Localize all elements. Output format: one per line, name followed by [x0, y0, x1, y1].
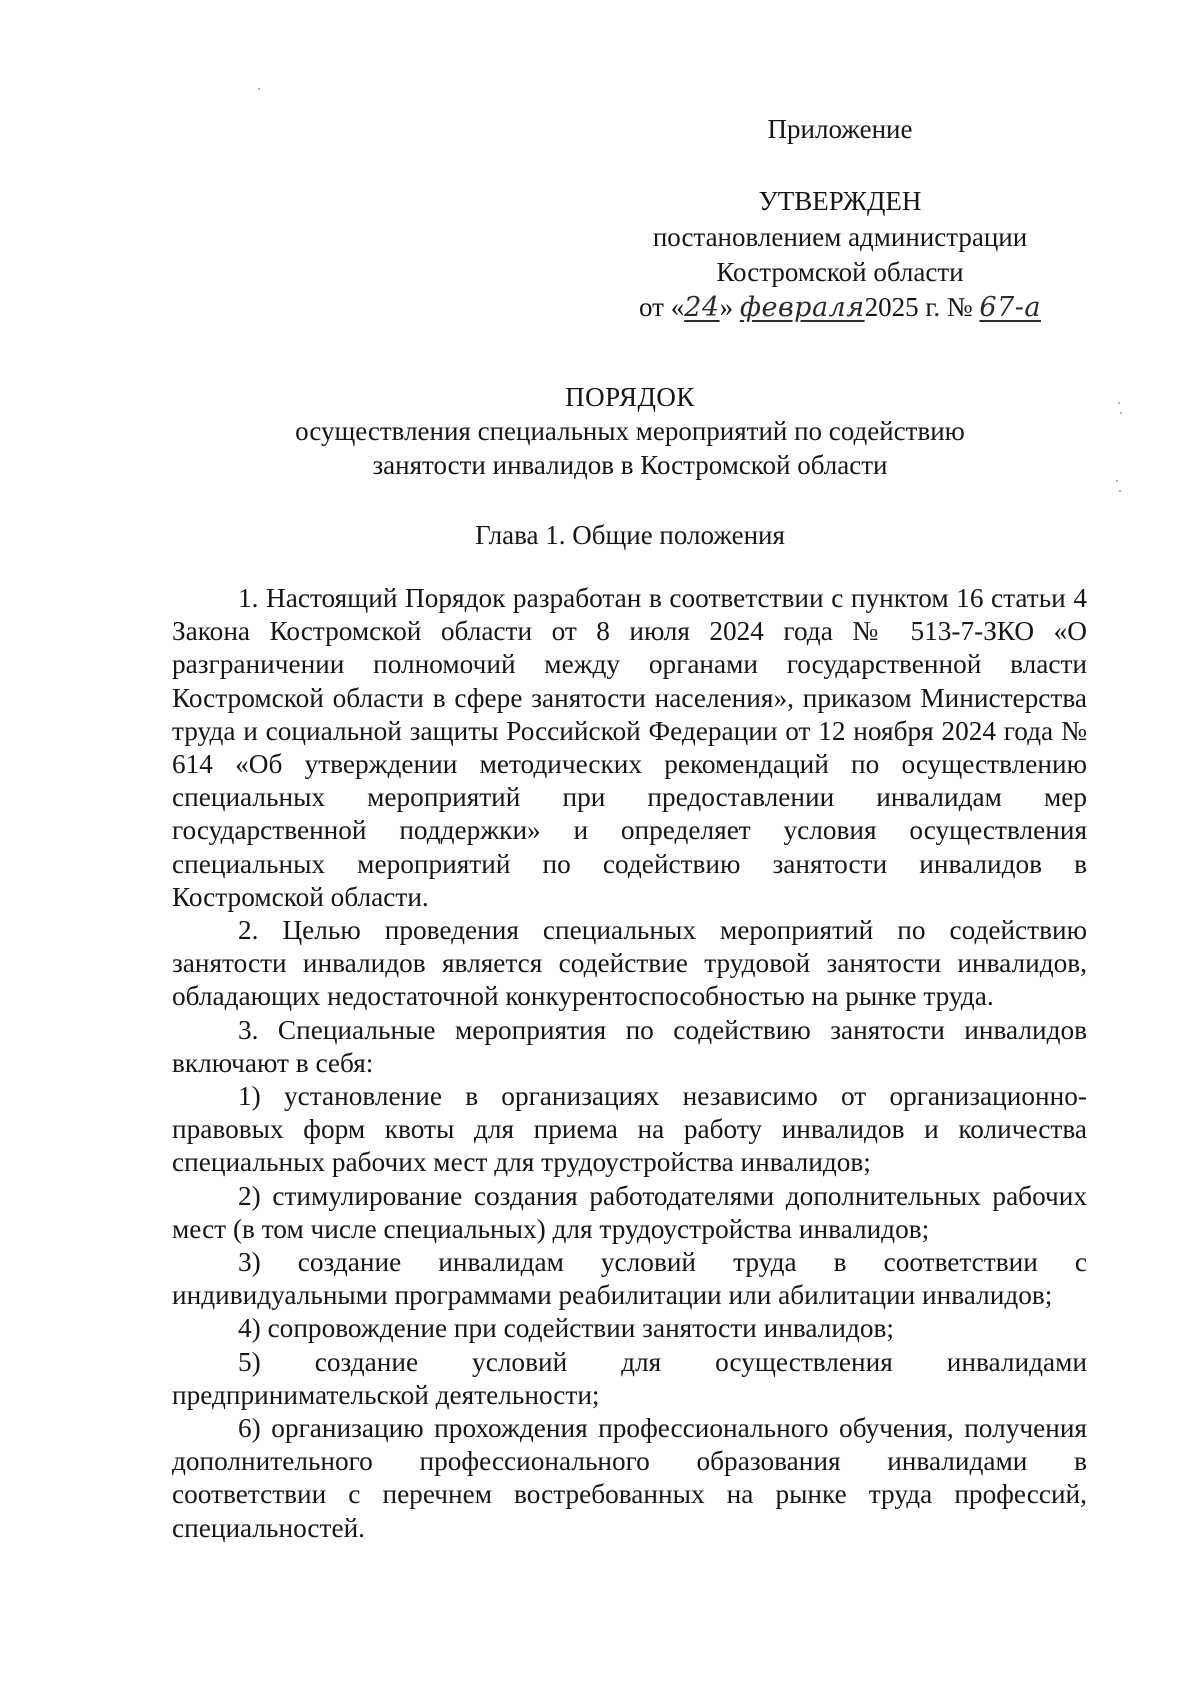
date-mid: »	[719, 292, 740, 322]
document-title: ПОРЯДОК	[565, 382, 695, 412]
list-item-5: 5) создание условий для осуществления инвалидами предпринимательской деятельности;	[172, 1346, 1087, 1410]
list-item-6: 6) организацию прохождения профессионального обучения, получения дополнительного профессионального образования инвалидами в соответствии с перечнем востребованных на рынке труда профессий, специальностей.	[172, 1413, 1087, 1543]
date-year: 2025 г. №	[864, 292, 980, 322]
document-number-handwritten: 67-а	[979, 292, 1041, 323]
issuer-line-1: постановлением администрации	[652, 222, 1028, 252]
approved-label: УТВЕРЖДЕН	[758, 186, 922, 216]
list-item-1: 1) установление в организациях независимо от организационно-правовых форм квоты для приема на работу инвалидов и количества специальных рабочих мест для трудоустройства инвалидов;	[172, 1081, 1087, 1178]
paragraph-3: 3. Специальные мероприятия по содействию занятости инвалидов включают в себя:	[172, 1014, 1087, 1078]
approval-date-line	[600, 290, 1080, 325]
document-title-block	[170, 380, 1090, 482]
paragraph-2: 2. Целью проведения специальных мероприятий по содействию занятости инвалидов является содействие трудовой занятости инвалидов, обладающих недостаточной конкурентоспособностью на рынке труда.	[172, 915, 1087, 1012]
date-day-handwritten: 24	[684, 292, 720, 323]
list-item-2: 2) стимулирование создания работодателями дополнительных рабочих мест (в том числе специальных) для трудоустройства инвалидов;	[172, 1180, 1087, 1244]
date-prefix: от «	[639, 292, 685, 322]
list-item-3: 3) создание инвалидам условий труда в соответствии с индивидуальными программами реабилитации или абилитации инвалидов;	[172, 1247, 1087, 1311]
paragraph-1: 1. Настоящий Порядок разработан в соответствии с пунктом 16 статьи 4 Закона Костромской области от 8 июля 2024 года № 513-7-ЗКО «О разграничении полномочий между органами государственной власти Костромской области в сфере занятости населения», приказом Министерства труда и социальной защиты Российской Федерации от 12 ноября 2024 года № 614 «Об утверждении методических рекомендаций по осуществлению специальных мероприятий при предоставлении инвалидам мер государственной поддержки» и определяет условия осуществления специальных мероприятий по содействию занятости инвалидов в Костромской области.	[172, 583, 1087, 912]
issuer-line-2: Костромской области	[716, 257, 964, 287]
document-subtitle-line-2: занятости инвалидов в Костромской области	[372, 450, 888, 480]
document-subtitle-line-1: осуществления специальных мероприятий по содействию	[295, 416, 965, 446]
date-month-handwritten: февраля	[739, 292, 865, 323]
list-item-4: 4) сопровождение при содействии занятости инвалидов;	[238, 1313, 894, 1344]
chapter-heading: Глава 1. Общие положения	[475, 520, 785, 550]
appendix-label: Приложение	[767, 114, 913, 144]
body-text	[172, 582, 1087, 1545]
